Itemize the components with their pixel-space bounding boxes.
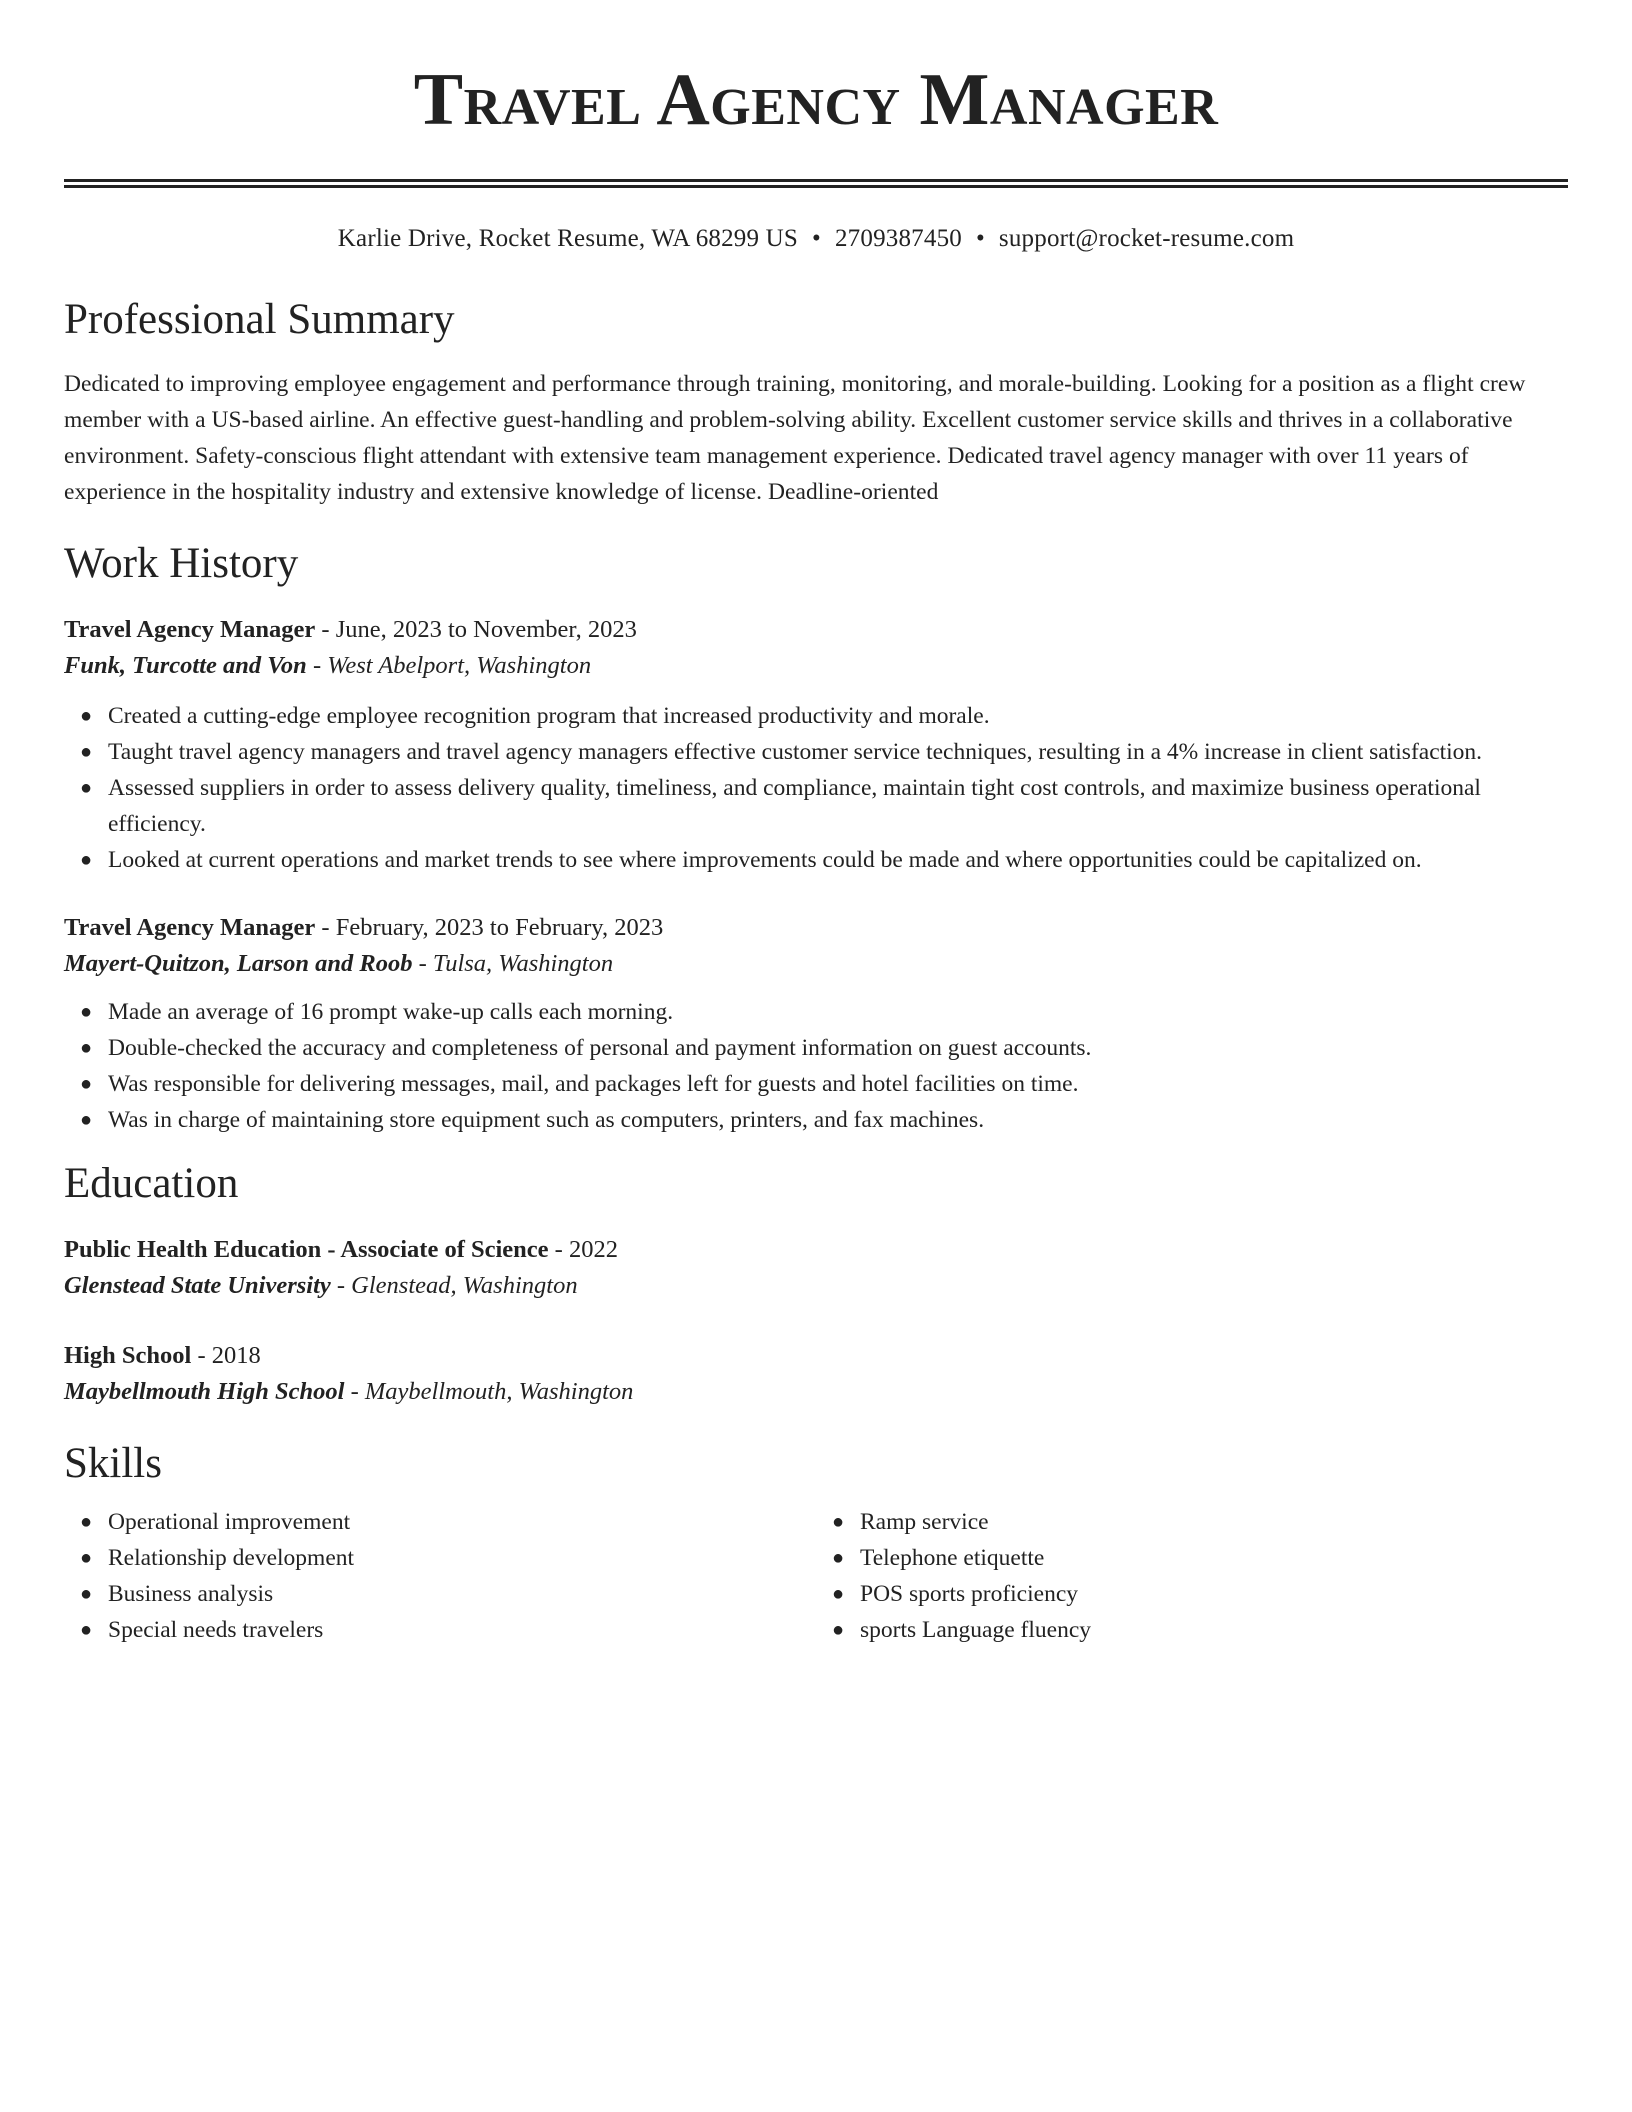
education-entry — [64, 1232, 1568, 1304]
job-title-line — [64, 612, 1568, 648]
bullet-icon: ● — [80, 777, 93, 799]
bullet-icon: ● — [80, 1037, 93, 1059]
skills-column-left — [64, 1504, 816, 1648]
skills-heading: Skills — [64, 1440, 162, 1487]
contact-address: Karlie Drive, Rocket Resume, WA 68299 US — [337, 225, 799, 252]
education-year: - 2022 — [548, 1236, 618, 1263]
education-year: - 2018 — [191, 1342, 261, 1369]
education-school-line — [64, 1374, 1568, 1410]
title-divider — [64, 179, 1568, 188]
skill-text: Ramp service — [860, 1509, 989, 1535]
list-item — [64, 1030, 1568, 1066]
bullet-icon: ● — [80, 1547, 93, 1569]
job-dates: - February, 2023 to February, 2023 — [315, 914, 664, 941]
summary-text: Dedicated to improving employee engagement and performance through training, monitoring, and morale-building. Looking for a position as a flight crew member with a US-based airline. An effective guest-handling and problem-solving ability. Excellent customer service skills and thrives in a collaborative environment. Safety-conscious flight attendant with extensive team management experience. Dedicated travel agency manager with over 11 years of experience in the hospitality industry and extensive knowledge of license. Deadline-oriented — [64, 371, 1526, 505]
skill-text: POS sports proficiency — [860, 1581, 1079, 1607]
job-location: - Tulsa, Washington — [412, 950, 614, 977]
job-company: Funk, Turcotte and Von — [64, 652, 307, 679]
list-item-text: Double-checked the accuracy and completeness of personal and payment information on guest accounts. — [108, 1035, 1092, 1061]
skill-text: Telephone etiquette — [860, 1545, 1045, 1571]
job-entry — [64, 612, 1568, 878]
skill-item — [816, 1504, 1568, 1540]
skill-text: sports Language fluency — [860, 1617, 1092, 1643]
contact-line — [64, 224, 1568, 254]
education-school-line — [64, 1268, 1568, 1304]
bullet-icon: ● — [80, 1109, 93, 1131]
bullet-icon: ● — [832, 1583, 845, 1605]
skill-text: Relationship development — [108, 1545, 355, 1571]
job-title: Travel Agency Manager — [64, 616, 316, 643]
list-item-text: Assessed suppliers in order to assess delivery quality, timeliness, and compliance, maintain tight cost controls, and maximize business operational efficiency. — [108, 775, 1481, 837]
list-item — [64, 698, 1568, 734]
bullet-icon: ● — [80, 1583, 93, 1605]
skill-item — [816, 1612, 1568, 1648]
skill-item — [816, 1540, 1568, 1576]
job-bullets — [64, 698, 1568, 878]
list-item — [64, 1066, 1568, 1102]
skill-text: Operational improvement — [108, 1509, 351, 1535]
bullet-icon: ● — [80, 1619, 93, 1641]
skill-text: Special needs travelers — [108, 1617, 324, 1643]
list-item — [64, 994, 1568, 1030]
skill-item — [64, 1612, 816, 1648]
job-dates: - June, 2023 to November, 2023 — [315, 616, 637, 643]
skill-item — [64, 1540, 816, 1576]
job-company: Mayert-Quitzon, Larson and Roob — [64, 950, 413, 977]
contact-separator: • — [812, 225, 821, 252]
job-location: - West Abelport, Washington — [306, 652, 592, 679]
education-heading: Education — [64, 1160, 239, 1207]
job-company-line — [64, 946, 1568, 982]
skill-item — [816, 1576, 1568, 1612]
bullet-icon: ● — [832, 1619, 845, 1641]
job-title: Travel Agency Manager — [64, 914, 316, 941]
bullet-icon: ● — [80, 741, 93, 763]
summary-heading: Professional Summary — [64, 296, 455, 343]
skills-list — [64, 1504, 1568, 1648]
bullet-icon: ● — [80, 1511, 93, 1533]
work-history-heading: Work History — [64, 540, 299, 587]
bullet-icon: ● — [832, 1547, 845, 1569]
skill-item — [64, 1576, 816, 1612]
job-entry — [64, 910, 1568, 1138]
education-degree-line — [64, 1338, 1568, 1374]
job-bullets — [64, 994, 1568, 1138]
job-title-line — [64, 910, 1568, 946]
education-school: Maybellmouth High School — [64, 1378, 345, 1405]
bullet-icon: ● — [80, 705, 93, 727]
bullet-icon: ● — [80, 1001, 93, 1023]
list-item-text: Was in charge of maintaining store equipment such as computers, printers, and fax machines. — [108, 1107, 985, 1133]
education-degree: Public Health Education - Associate of Science — [64, 1236, 549, 1263]
bullet-icon: ● — [80, 1073, 93, 1095]
bullet-icon: ● — [80, 849, 93, 871]
education-degree: High School — [64, 1342, 192, 1369]
education-entry — [64, 1338, 1568, 1410]
contact-separator: • — [975, 225, 985, 252]
list-item — [64, 770, 1568, 842]
list-item-text: Looked at current operations and market trends to see where improvements could be made and where opportunities could be capitalized on. — [108, 847, 1422, 873]
resume-title: Travel Agency Manager — [413, 59, 1219, 141]
education-location: - Maybellmouth, Washington — [344, 1378, 634, 1405]
list-item-text: Taught travel agency managers and travel agency managers effective customer service techniques, resulting in a 4% increase in client satisfaction. — [108, 739, 1483, 765]
contact-email: support@rocket-resume.com — [998, 225, 1295, 252]
education-school: Glenstead State University — [64, 1272, 331, 1299]
list-item — [64, 734, 1568, 770]
job-company-line — [64, 648, 1568, 684]
bullet-icon: ● — [832, 1511, 845, 1533]
list-item — [64, 1102, 1568, 1138]
list-item — [64, 842, 1568, 878]
education-location: - Glenstead, Washington — [330, 1272, 578, 1299]
skills-column-right — [816, 1504, 1568, 1648]
list-item-text: Was responsible for delivering messages, mail, and packages left for guests and hotel facilities on time. — [108, 1071, 1079, 1097]
contact-phone: 2709387450 — [834, 225, 962, 252]
education-degree-line — [64, 1232, 1568, 1268]
skill-item — [64, 1504, 816, 1540]
list-item-text: Made an average of 16 prompt wake-up calls each morning. — [108, 999, 674, 1025]
list-item-text: Created a cutting-edge employee recognition program that increased productivity and morale. — [108, 703, 990, 729]
skill-text: Business analysis — [108, 1581, 274, 1607]
